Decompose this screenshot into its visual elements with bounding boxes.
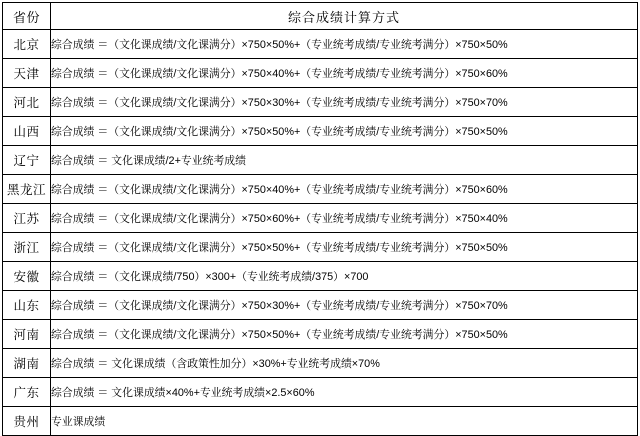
cell-province: 山东 [3, 291, 51, 320]
table-row [3, 262, 638, 291]
cell-formula [51, 204, 638, 233]
table-row [3, 233, 638, 262]
formula-text: 综合成绩 ＝（文化课成绩/文化课满分）×750×50%+（专业统考成绩/专业统考满分）×750×50% [51, 329, 508, 341]
cell-province: 浙江 [3, 233, 51, 262]
table-row [3, 378, 638, 407]
cell-formula [51, 378, 638, 407]
formula-text: 综合成绩 ＝（文化课成绩/750）×300+（专业统考成绩/375）×700 [51, 271, 369, 283]
table-row [3, 59, 638, 88]
formula-text: 综合成绩 ＝ 文化课成绩（含政策性加分）×30%+专业统考成绩×70% [51, 358, 380, 370]
table-header-row [3, 3, 638, 30]
formula-text: 综合成绩 ＝（文化课成绩/文化课满分）×750×40%+（专业统考成绩/专业统考满分）×750×60% [51, 68, 508, 80]
cell-province: 安徽 [3, 262, 51, 291]
table-row [3, 204, 638, 233]
table-body [3, 30, 638, 436]
cell-formula [51, 117, 638, 146]
cell-province: 北京 [3, 30, 51, 59]
formula-text: 综合成绩 ＝ 文化课成绩×40%+专业统考成绩×2.5×60% [51, 387, 315, 399]
cell-province: 山西 [3, 117, 51, 146]
cell-province: 天津 [3, 59, 51, 88]
cell-formula [51, 146, 638, 175]
cell-formula [51, 320, 638, 349]
formula-text: 综合成绩 ＝（文化课成绩/文化课满分）×750×30%+（专业统考成绩/专业统考满分）×750×70% [51, 97, 508, 109]
table-row [3, 146, 638, 175]
table-row [3, 320, 638, 349]
header-province: 省份 [3, 3, 51, 30]
cell-province: 河北 [3, 88, 51, 117]
cell-province: 黑龙江 [3, 175, 51, 204]
cell-formula [51, 407, 638, 436]
cell-formula [51, 30, 638, 59]
score-formula-table [2, 2, 638, 436]
cell-province: 河南 [3, 320, 51, 349]
cell-formula [51, 291, 638, 320]
formula-text: 综合成绩 ＝（文化课成绩/文化课满分）×750×50%+（专业统考成绩/专业统考满分）×750×50% [51, 39, 508, 51]
score-formula-sheet [0, 2, 640, 429]
table-row [3, 175, 638, 204]
table-row [3, 349, 638, 378]
table-row [3, 117, 638, 146]
formula-text: 综合成绩 ＝（文化课成绩/文化课满分）×750×50%+（专业统考成绩/专业统考满分）×750×50% [51, 242, 508, 254]
cell-province: 湖南 [3, 349, 51, 378]
cell-formula [51, 233, 638, 262]
cell-province: 贵州 [3, 407, 51, 436]
cell-formula [51, 349, 638, 378]
cell-formula [51, 262, 638, 291]
table-row [3, 407, 638, 436]
formula-text: 综合成绩 ＝ 文化课成绩/2+专业统考成绩 [51, 155, 247, 167]
table-row [3, 291, 638, 320]
table-row [3, 88, 638, 117]
formula-text: 综合成绩 ＝（文化课成绩/文化课满分）×750×30%+（专业统考成绩/专业统考满分）×750×70% [51, 300, 508, 312]
formula-text: 专业课成绩 [51, 416, 106, 428]
cell-province: 广东 [3, 378, 51, 407]
cell-formula [51, 59, 638, 88]
header-formula: 综合成绩计算方式 [51, 3, 638, 30]
cell-formula [51, 88, 638, 117]
table-row [3, 30, 638, 59]
cell-province: 江苏 [3, 204, 51, 233]
cell-formula [51, 175, 638, 204]
cell-province: 辽宁 [3, 146, 51, 175]
formula-text: 综合成绩 ＝（文化课成绩/文化课满分）×750×60%+（专业统考成绩/专业统考满分）×750×40% [51, 213, 508, 225]
formula-text: 综合成绩 ＝（文化课成绩/文化课满分）×750×40%+（专业统考成绩/专业统考满分）×750×60% [51, 184, 508, 196]
formula-text: 综合成绩 ＝（文化课成绩/文化课满分）×750×50%+（专业统考成绩/专业统考满分）×750×50% [51, 126, 508, 138]
